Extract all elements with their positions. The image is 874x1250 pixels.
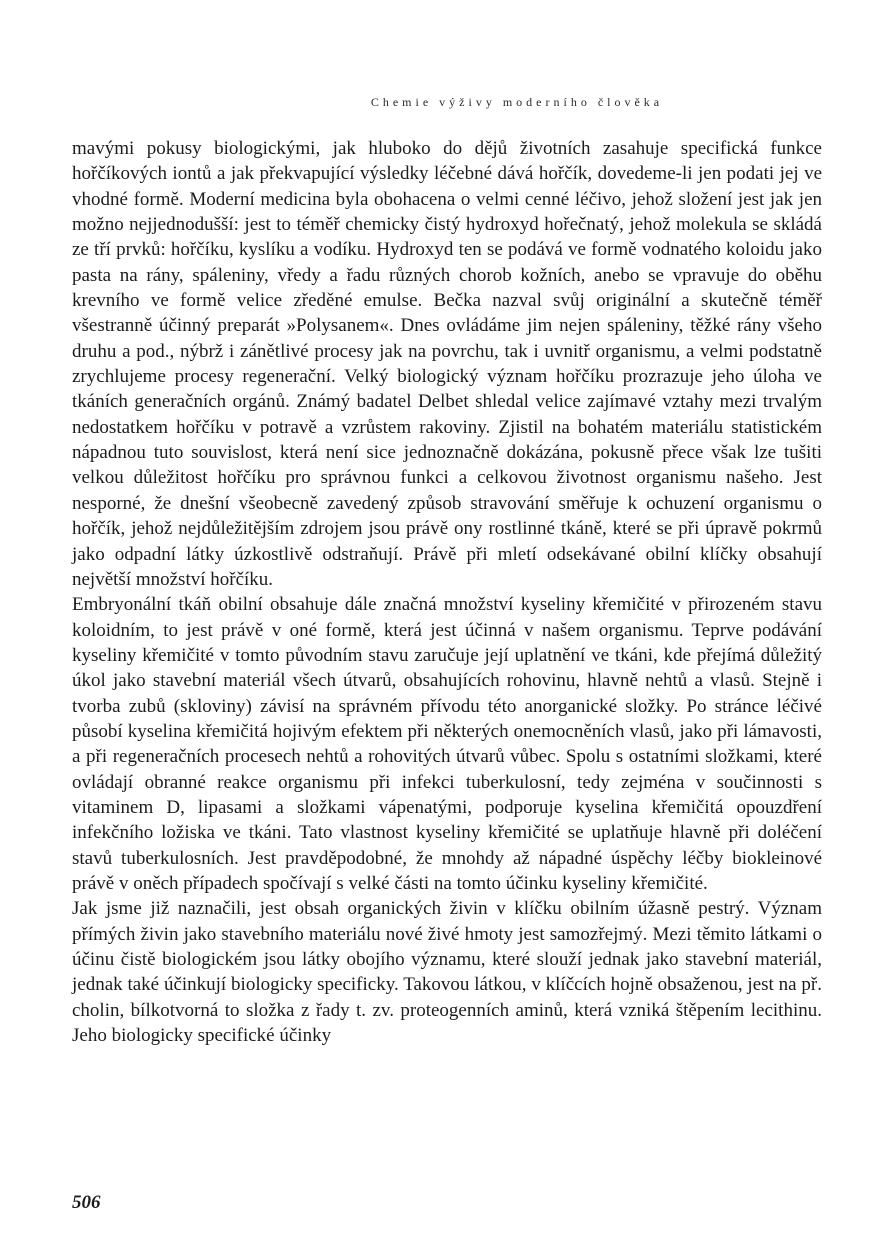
running-head: Chemie výživy moderního člověka (370, 95, 664, 109)
body-text (72, 136, 822, 1048)
paragraph-1: mavými pokusy biologickými, jak hluboko do dějů životních zasahuje specifická funkce hořčíkových iontů a jak překvapující výsledky léčebné dává hořčík, dovedeme-li jen podati jej ve vhodné formě. Moderní medicina byla obohacena o velmi cenné léčivo, jehož složení jest jak jen možno nejjednodušší: jest to téměř chemicky čistý hydroxyd hořečnatý, jehož molekula se skládá ze tří prvků: hořčíku, kyslíku a vodíku. Hydroxyd ten se podává ve formě vodnatého koloidu jako pasta na rány, spáleniny, vředy a řadu různých chorob kožních, anebo se vpravuje do oběhu krevního ve formě velice zředěné emulse. Bečka nazval svůj originální a skutečně téměř všestranně účinný preparát »Polysanem«. Dnes ovládáme jim nejen spáleniny, těžké rány všeho druhu a pod., nýbrž i zánětlivé procesy jak na povrchu, tak i uvnitř organismu, a velmi podstatně zrychlujeme procesy regenerační. Velký biologický význam hořčíku prozrazuje jeho úloha ve tkáních generačních orgánů. Známý badatel Delbet shledal velice zajímavé vztahy mezi trvalým nedostatkem hořčíku v potravě a vzrůstem rakoviny. Zjistil na bohatém materiálu statistickém nápadnou tuto souvislost, která není sice jednoznačně dokázána, pokusně přece však lze tušiti velkou důležitost hořčíku pro správnou funkci a celkovou životnost organismu našeho. Jest nesporné, že dnešní všeobecně zavedený způsob stravování směřuje k ochuzení organismu o hořčík, jehož nejdůležitějším zdrojem jsou právě ony rostlinné tkáně, které se při úpravě pokrmů jako odpadní látky úzkostlivě odstraňují. Právě při mletí odsekávané obilní klíčky obsahují největší množství hořčíku. (72, 138, 822, 590)
page-number: 506 (72, 1192, 101, 1213)
paragraph-2: Embryonální tkáň obilní obsahuje dále značná množství kyseliny křemičité v přirozeném stavu koloidním, to jest právě v oné formě, která jest účinná v našem organismu. Teprve podávání kyseliny křemičité v tomto původním stavu zaručuje její uplatnění ve tkáni, kde přejímá důležitý úkol jako stavební materiál všech útvarů, obsahujících rohovinu, hlavně nehtů a vlasů. Stejně i tvorba zubů (skloviny) závisí na správném přívodu této anorganické složky. Po stránce léčivé působí kyselina křemičitá hojivým efektem při některých onemocněních vlasů, jako při lámavosti, a při regeneračních procesech nehtů a rohovitých útvarů vůbec. Spolu s ostatními složkami, které ovládají obranné reakce organismu při infekci tuberkulosní, tedy zejména v součinnosti s vitaminem D, lipasami a složkami vápenatými, podporuje kyselina křemičitá opouzdření infekčního ložiska ve tkáni. Tato vlastnost kyseliny křemičité se uplatňuje hlavně při doléčení stavů tuberkulosních. Jest pravděpodobné, že mnohdy až nápadné úspěchy léčby biokleinové právě v oněch případech spočívají s velké části na tomto účinku kyseliny křemičité. (72, 594, 822, 894)
paragraph-3: Jak jsme již naznačili, jest obsah organických živin v klíčku obilním úžasně pestrý. Význam přímých živin jako stavebního materiálu nové živé hmoty jest samozřejmý. Mezi těmito látkami o účinu čistě biologickém jsou látky obojího významu, které slouží jednak jako stavební materiál, jednak také účinkují biologicky specificky. Takovou látkou, v klíčcích hojně obsaženou, jest na př. cholin, bílkotvorná to složka z řady t. zv. proteogenních aminů, která vzniká štěpením lecithinu. Jeho biologicky specifické účinky (72, 898, 822, 1047)
